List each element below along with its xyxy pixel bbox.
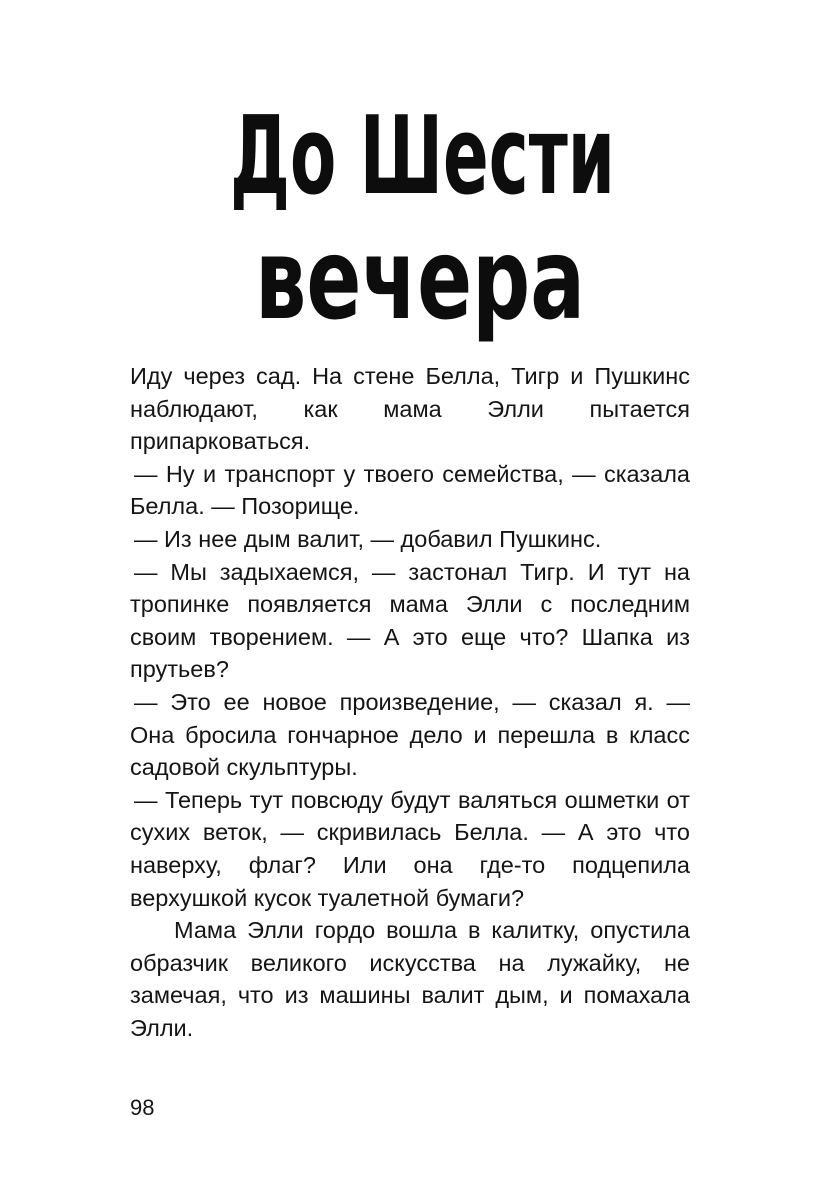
chapter-title-line-2: вечера: [255, 215, 585, 345]
body-text: [130, 360, 690, 1044]
paragraph-7: Мама Элли гордо вошла в калитку, опустила образчик великого искусства на лужайку, не замечая, что из машины валит дым, и помахала Элли.: [130, 917, 690, 1041]
paragraph-5: — Это ее новое произведение, — сказал я. — Она бросила гончарное дело и перешла в класс садовой скульптуры.: [130, 688, 690, 781]
paragraph-4: — Мы задыхаемся, — застонал Тигр. И тут на тропинке появляется мама Элли с последним своим творением. — А это еще что? Шапка из прутьев?: [130, 558, 690, 683]
chapter-title: [200, 88, 640, 348]
paragraph-1: Иду через сад. На стене Белла, Тигр и Пушкинс наблюдают, как мама Элли пытается припарковаться.: [130, 363, 690, 455]
paragraph-3: — Из нее дым валит, — добавил Пушкинс.: [134, 525, 602, 552]
paragraph-6: — Теперь тут повсюду будут валяться ошметки от сухих веток, — скривилась Белла. — А это что наверху, флаг? Или она где-то подцепила верхушкой кусок туалетной бумаги?: [130, 786, 690, 911]
chapter-title-lettering: [200, 88, 640, 348]
page-number: 98: [130, 1095, 155, 1120]
chapter-title-line-1: До Шести: [230, 94, 615, 219]
paragraph-2: — Ну и транспорт у твоего семейства, — сказала Белла. — Позорище.: [130, 460, 690, 520]
